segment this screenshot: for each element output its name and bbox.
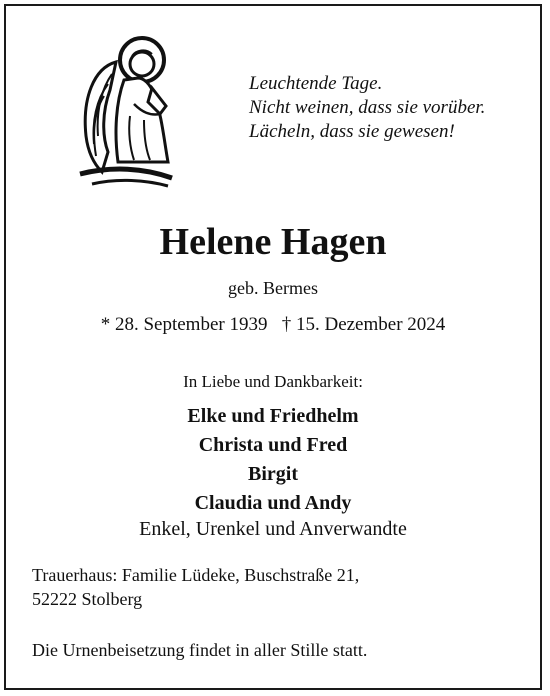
mourners-list (6, 402, 540, 518)
mourner-name: Christa und Fred (198, 434, 348, 456)
life-dates: * 28. September 1939 † 15. Dezember 2024 (100, 314, 446, 335)
burial-notice: Die Urnenbeisetzung findet in aller Stille statt. (32, 640, 368, 660)
mourners-intro: In Liebe und Dankbarkeit: (183, 372, 363, 391)
obituary-notice (4, 4, 542, 690)
address-line: 52222 Stolberg (32, 589, 143, 609)
mourner-name: Claudia und Andy (194, 492, 352, 514)
poem-line: Nicht weinen, dass sie vorüber. (249, 97, 486, 118)
deceased-name: Helene Hagen (159, 221, 387, 263)
poem-line: Lächeln, dass sie gewesen! (249, 121, 455, 142)
maiden-name: geb. Bermes (228, 278, 318, 298)
other-mourners: Enkel, Urenkel und Anverwandte (139, 518, 407, 540)
praying-angel-icon (72, 32, 176, 192)
mourner-name: Elke und Friedhelm (187, 405, 359, 427)
poem-line: Leuchtende Tage. (249, 73, 383, 94)
mourning-house-address (32, 563, 359, 611)
poem (249, 72, 485, 144)
address-line: Trauerhaus: Familie Lüdeke, Buschstraße 21, (32, 565, 360, 585)
mourner-name: Birgit (248, 463, 298, 485)
